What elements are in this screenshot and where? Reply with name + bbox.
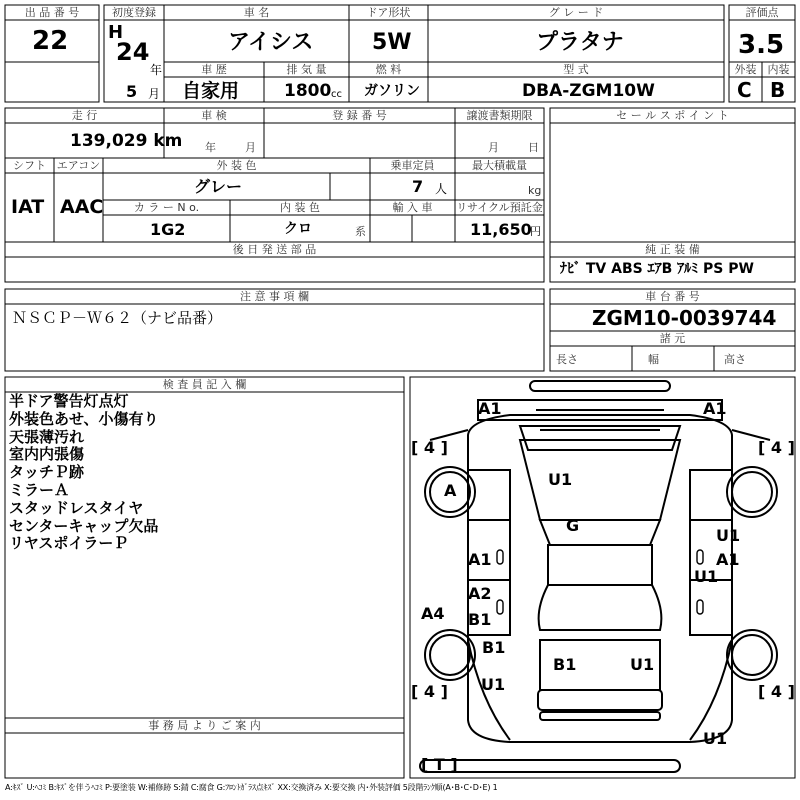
recycle-unit: 円 (530, 225, 541, 238)
height-label: 高さ (724, 353, 746, 366)
mileage-label: 走 行 (71, 109, 98, 122)
exterior-grade: C (737, 78, 752, 102)
capacity-value: 7 (412, 177, 424, 196)
shift-value: IAT (11, 196, 45, 218)
car-name-label: 車 名 (243, 6, 270, 19)
inspection-year: 年 (205, 141, 216, 154)
genuine-label: 純 正 装 備 (645, 243, 700, 256)
lot-no-label: 出 品 番 号 (24, 6, 80, 19)
transfer-day: 日 (528, 141, 539, 154)
interior-label: 内装 (767, 63, 790, 76)
chassis-value: ZGM10-0039744 (592, 306, 777, 330)
mark-fr-door-b: A1 (716, 550, 740, 569)
score-value: 3.5 (738, 30, 785, 60)
mark-back-r: U1 (630, 655, 655, 674)
mark-fr-bumper: A1 (703, 399, 727, 418)
later-parts-label: 後 日 発 送 部 品 (232, 243, 317, 256)
color-no-label: カ ラ ー N o. (133, 201, 200, 214)
inspector-note: リヤスポイラーＰ (9, 534, 129, 553)
mark-fl-bumper: A1 (478, 399, 502, 418)
exterior-label: 外装 (734, 63, 757, 76)
color-no-value: 1G2 (150, 220, 186, 239)
model-code-value: DBA-ZGM10W (522, 81, 655, 101)
aircon-label: エアコン (56, 159, 101, 172)
transfer-label: 譲渡書類期限 (466, 109, 533, 122)
fuel-label: 燃 料 (375, 63, 402, 76)
registration-label: 登 録 番 号 (332, 109, 387, 122)
interior-grade: B (770, 78, 786, 102)
inspection-label: 車 検 (201, 109, 227, 122)
mark-fr-door-a: U1 (716, 526, 741, 545)
mark-fr-door-c: U1 (694, 567, 719, 586)
lot-no-value: 22 (32, 26, 69, 56)
year-unit: 年 (150, 63, 163, 77)
model-code-label: 型 式 (563, 63, 589, 76)
ext-color-label: 外 装 色 (216, 159, 257, 172)
int-color-suffix: 系 (355, 225, 366, 238)
inspection-month: 月 (245, 141, 256, 154)
dims-label: 諸 元 (659, 332, 686, 345)
grade-value: プラタナ (536, 30, 624, 55)
mark-rear-l: U1 (481, 675, 506, 694)
door-label: ドア形状 (366, 6, 411, 19)
int-color-value: クロ (284, 221, 312, 237)
mark-fl-door: A1 (468, 550, 492, 569)
history-value: 自家用 (182, 80, 240, 102)
displacement-unit: cc (331, 89, 342, 100)
door-value: 5W (372, 30, 412, 55)
mark-fr-tire: [ 4 ] (758, 438, 795, 457)
notes-value: ＮＳＣＰ－Ｗ６２（ナビ品番） (12, 309, 223, 327)
aircon-value: AAC (60, 196, 104, 218)
mark-spare: [ T ] (421, 755, 458, 774)
notes-label: 注 意 事 項 欄 (240, 290, 309, 303)
inspector-label: 検 査 員 記 入 欄 (162, 378, 247, 391)
mark-rl-tire: [ 4 ] (411, 682, 448, 701)
mark-rear-bumper: U1 (703, 729, 728, 748)
fuel-value: ガソリン (364, 83, 420, 99)
inspector-note: 天張薄汚れ (9, 427, 85, 446)
history-label: 車 歴 (201, 63, 227, 76)
int-color-label: 内 装 色 (280, 201, 320, 214)
inspector-notes-list (9, 393, 159, 553)
displacement-label: 排 気 量 (286, 63, 327, 76)
mark-rl-door-a: A2 (468, 584, 492, 603)
mark-rl-quarter: B1 (482, 638, 506, 657)
inspector-note: ミラーＡ (9, 480, 70, 499)
score-label: 評価点 (745, 6, 779, 19)
sales-point-label: セ ー ル ス ポ イ ン ト (616, 109, 729, 122)
mark-fl-wheel: A (444, 481, 457, 500)
genuine-equipment: ﾅﾋﾞ TV ABS ｴｱB ｱﾙﾐ PS PW (560, 261, 754, 277)
mark-rr-tire: [ 4 ] (758, 682, 795, 701)
era-value: H (108, 22, 124, 43)
inspector-note: 半ドア警告灯点灯 (9, 392, 129, 410)
max-load-label: 最大積載量 (472, 159, 527, 172)
displacement-value: 1800 (284, 81, 332, 101)
mark-bonnet: U1 (548, 470, 573, 489)
legend-text: A:ｷｽﾞ U:ﾍｺﾐ B:ｷｽﾞを伴うﾍｺﾐ P:要塗装 W:補修跡 S:錆 C:腐食 G:ﾌﾛﾝﾄｶﾞﾗｽ点ｷｽﾞ XX:交換済み X:要交換 内･外装評価 5段階ﾗﾝｸ順(A･B･C･D･E) 1 (5, 783, 498, 792)
recycle-value: 11,650 (470, 220, 532, 239)
mark-fl-tire: [ 4 ] (411, 438, 448, 457)
car-name-value: アイシス (228, 30, 314, 55)
office-label: 事 務 局 よ り ご 案 内 (148, 719, 261, 732)
width-label: 幅 (648, 353, 659, 366)
mark-l-side: A4 (421, 604, 445, 623)
grade-label: グ レ ー ド (548, 6, 604, 19)
capacity-label: 乗車定員 (390, 159, 435, 172)
recycle-label: リサイクル預託金 (456, 201, 543, 214)
inspector-note: 室内内張傷 (9, 445, 85, 464)
length-label: 長さ (556, 353, 578, 366)
mark-rl-door-b: B1 (468, 610, 492, 629)
max-load-unit: kg (528, 184, 542, 197)
capacity-unit: 人 (435, 182, 448, 196)
mark-windshield: G (566, 516, 580, 535)
chassis-label: 車 台 番 号 (645, 290, 700, 303)
shift-label: シフト (13, 159, 46, 172)
mileage-value: 139,029 km (70, 131, 183, 151)
inspector-note: タッチＰ跡 (9, 463, 85, 482)
ext-color-value: グレー (194, 177, 243, 196)
inspector-note: 外装色あせ、小傷有り (9, 409, 159, 428)
import-label: 輸 入 車 (392, 201, 433, 214)
month-value: 5 (126, 82, 138, 101)
first-reg-label: 初度登録 (112, 6, 156, 19)
transfer-month: 月 (488, 141, 499, 154)
month-unit: 月 (148, 87, 161, 101)
mark-back-l: B1 (553, 655, 577, 674)
inspector-note: スタッドレスタイヤ (9, 498, 144, 517)
inspector-note: センターキャップ欠品 (9, 516, 159, 535)
year-value: 24 (116, 38, 150, 66)
